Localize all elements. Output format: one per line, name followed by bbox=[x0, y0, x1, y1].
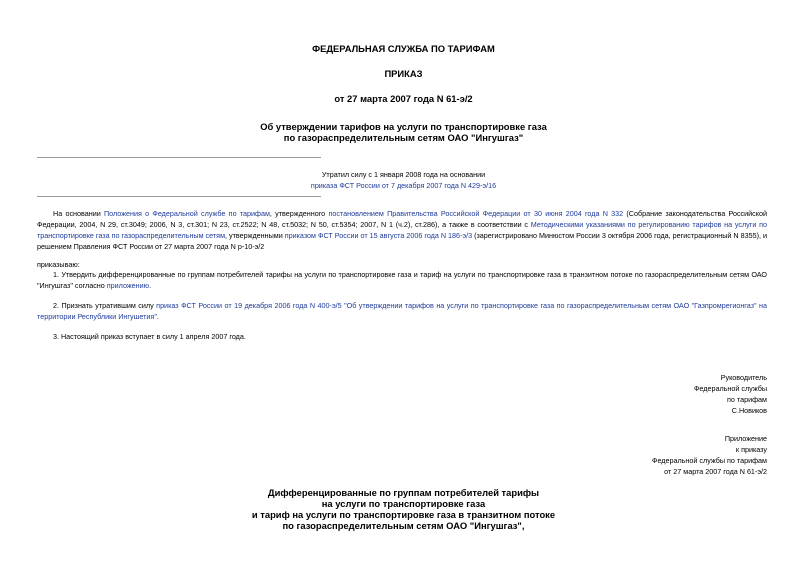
appendix-title-line-4: по газораспределительным сетям ОАО "Ингушгаз", bbox=[282, 520, 525, 531]
item-1-text: 1. Утвердить дифференцированные по группам потребителей тарифы на услуги по транспортировке газа и тариф на услуги по транспортировке газа в транзитном потоке по газораспределительным сетям ОАО "Ингушгаз" согласно bbox=[37, 270, 767, 290]
appendix-title-line-1: Дифференцированные по группам потребителей тарифы bbox=[267, 487, 540, 498]
link-government-resolution[interactable]: постановлением Правительства Российской Федерации от 30 июня 2004 года N 332 bbox=[328, 209, 624, 218]
preamble-text-5: (зарегистрировано Минюстом России 3 октября 2006 года, регистрационный N 8355), и решением Правления ФСТ России от 27 марта 2007 года N р-10-э/2 bbox=[37, 231, 767, 251]
signature-position: Руководитель bbox=[720, 373, 767, 382]
link-fst-order-400[interactable]: приказ ФСТ России от 19 декабря 2006 года N 400-э/5 "Об утверждении тарифов на услуги по транспортировке газа по газораспределительным сетям ОАО "Газпромрегионгаз" на территории Республики Ингушетия" bbox=[37, 301, 767, 321]
item-2-text: 2. Признать утратившим силу bbox=[53, 301, 157, 310]
item-2 bbox=[37, 300, 767, 322]
signature-name: С.Новиков bbox=[731, 406, 767, 415]
date-number-heading: от 27 марта 2007 года N 61-э/2 bbox=[334, 93, 473, 104]
signature-agency: Федеральной службы bbox=[693, 384, 767, 393]
preamble-text-1: На основании bbox=[53, 209, 104, 218]
signature-agency-2: по тарифам bbox=[727, 395, 767, 404]
item-1 bbox=[37, 269, 767, 291]
appendix-to-order: к приказу bbox=[735, 445, 767, 454]
link-methodical-guidelines[interactable]: Методическими указаниями по регулированию тарифов на услуги по транспортировке газа по газораспределительным сетям bbox=[37, 220, 768, 240]
signature-block bbox=[694, 372, 767, 416]
link-fst-order-186[interactable]: приказом ФСТ России от 15 августа 2006 года N 186-э/3 bbox=[284, 231, 473, 240]
item-2-end: . bbox=[156, 312, 159, 321]
appendix-title-line-2: на услуги по транспортировке газа bbox=[321, 498, 486, 509]
item-1-end: . bbox=[149, 281, 152, 290]
appendix-agency: Федеральной службы по тарифам bbox=[652, 456, 767, 465]
status-note-line2 bbox=[0, 181, 807, 190]
divider-bottom bbox=[37, 196, 321, 197]
preamble-paragraph bbox=[37, 208, 767, 252]
appendix-date: от 27 марта 2007 года N 61-э/2 bbox=[664, 467, 767, 476]
divider-top bbox=[37, 157, 321, 158]
link-appendix[interactable]: приложению bbox=[106, 281, 150, 290]
status-note-line1: Утратил силу с 1 января 2008 года на основании bbox=[321, 170, 486, 179]
appendix-label: Приложение bbox=[724, 434, 767, 443]
preamble-text-3: (Собрание законодательства Российской Федерации, 2004, N 29, ст.3049; 2006, N 3, ст.301; N 23, ст.2522; N 48, ст.5032; N 50, ст.5354; 2007, N 1 (ч.2), ст.286), а также в соответствии с bbox=[37, 209, 768, 229]
preamble-text-4: , утвержденными bbox=[225, 231, 285, 240]
status-note-link[interactable]: приказа ФСТ России от 7 декабря 2007 года N 429-э/16 bbox=[310, 181, 497, 190]
link-regulation-fst[interactable]: Положения о Федеральной службе по тарифам bbox=[104, 209, 270, 218]
title-line-1: Об утверждении тарифов на услуги по транспортировке газа bbox=[260, 121, 547, 132]
item-3: 3. Настоящий приказ вступает в силу 1 апреля 2007 года. bbox=[53, 332, 246, 341]
title-line-2: по газораспределительным сетям ОАО "Ингушгаз" bbox=[283, 132, 524, 143]
appendix-title-line-3: и тариф на услуги по транспортировке газа в транзитном потоке bbox=[251, 509, 556, 520]
doc-type-heading: ПРИКАЗ bbox=[384, 68, 423, 79]
appendix-title bbox=[0, 487, 807, 531]
appendix-block bbox=[652, 433, 767, 477]
order-word: приказываю: bbox=[37, 260, 80, 269]
agency-heading: ФЕДЕРАЛЬНАЯ СЛУЖБА ПО ТАРИФАМ bbox=[312, 43, 495, 54]
preamble-text-2: , утвержденного bbox=[269, 209, 329, 218]
